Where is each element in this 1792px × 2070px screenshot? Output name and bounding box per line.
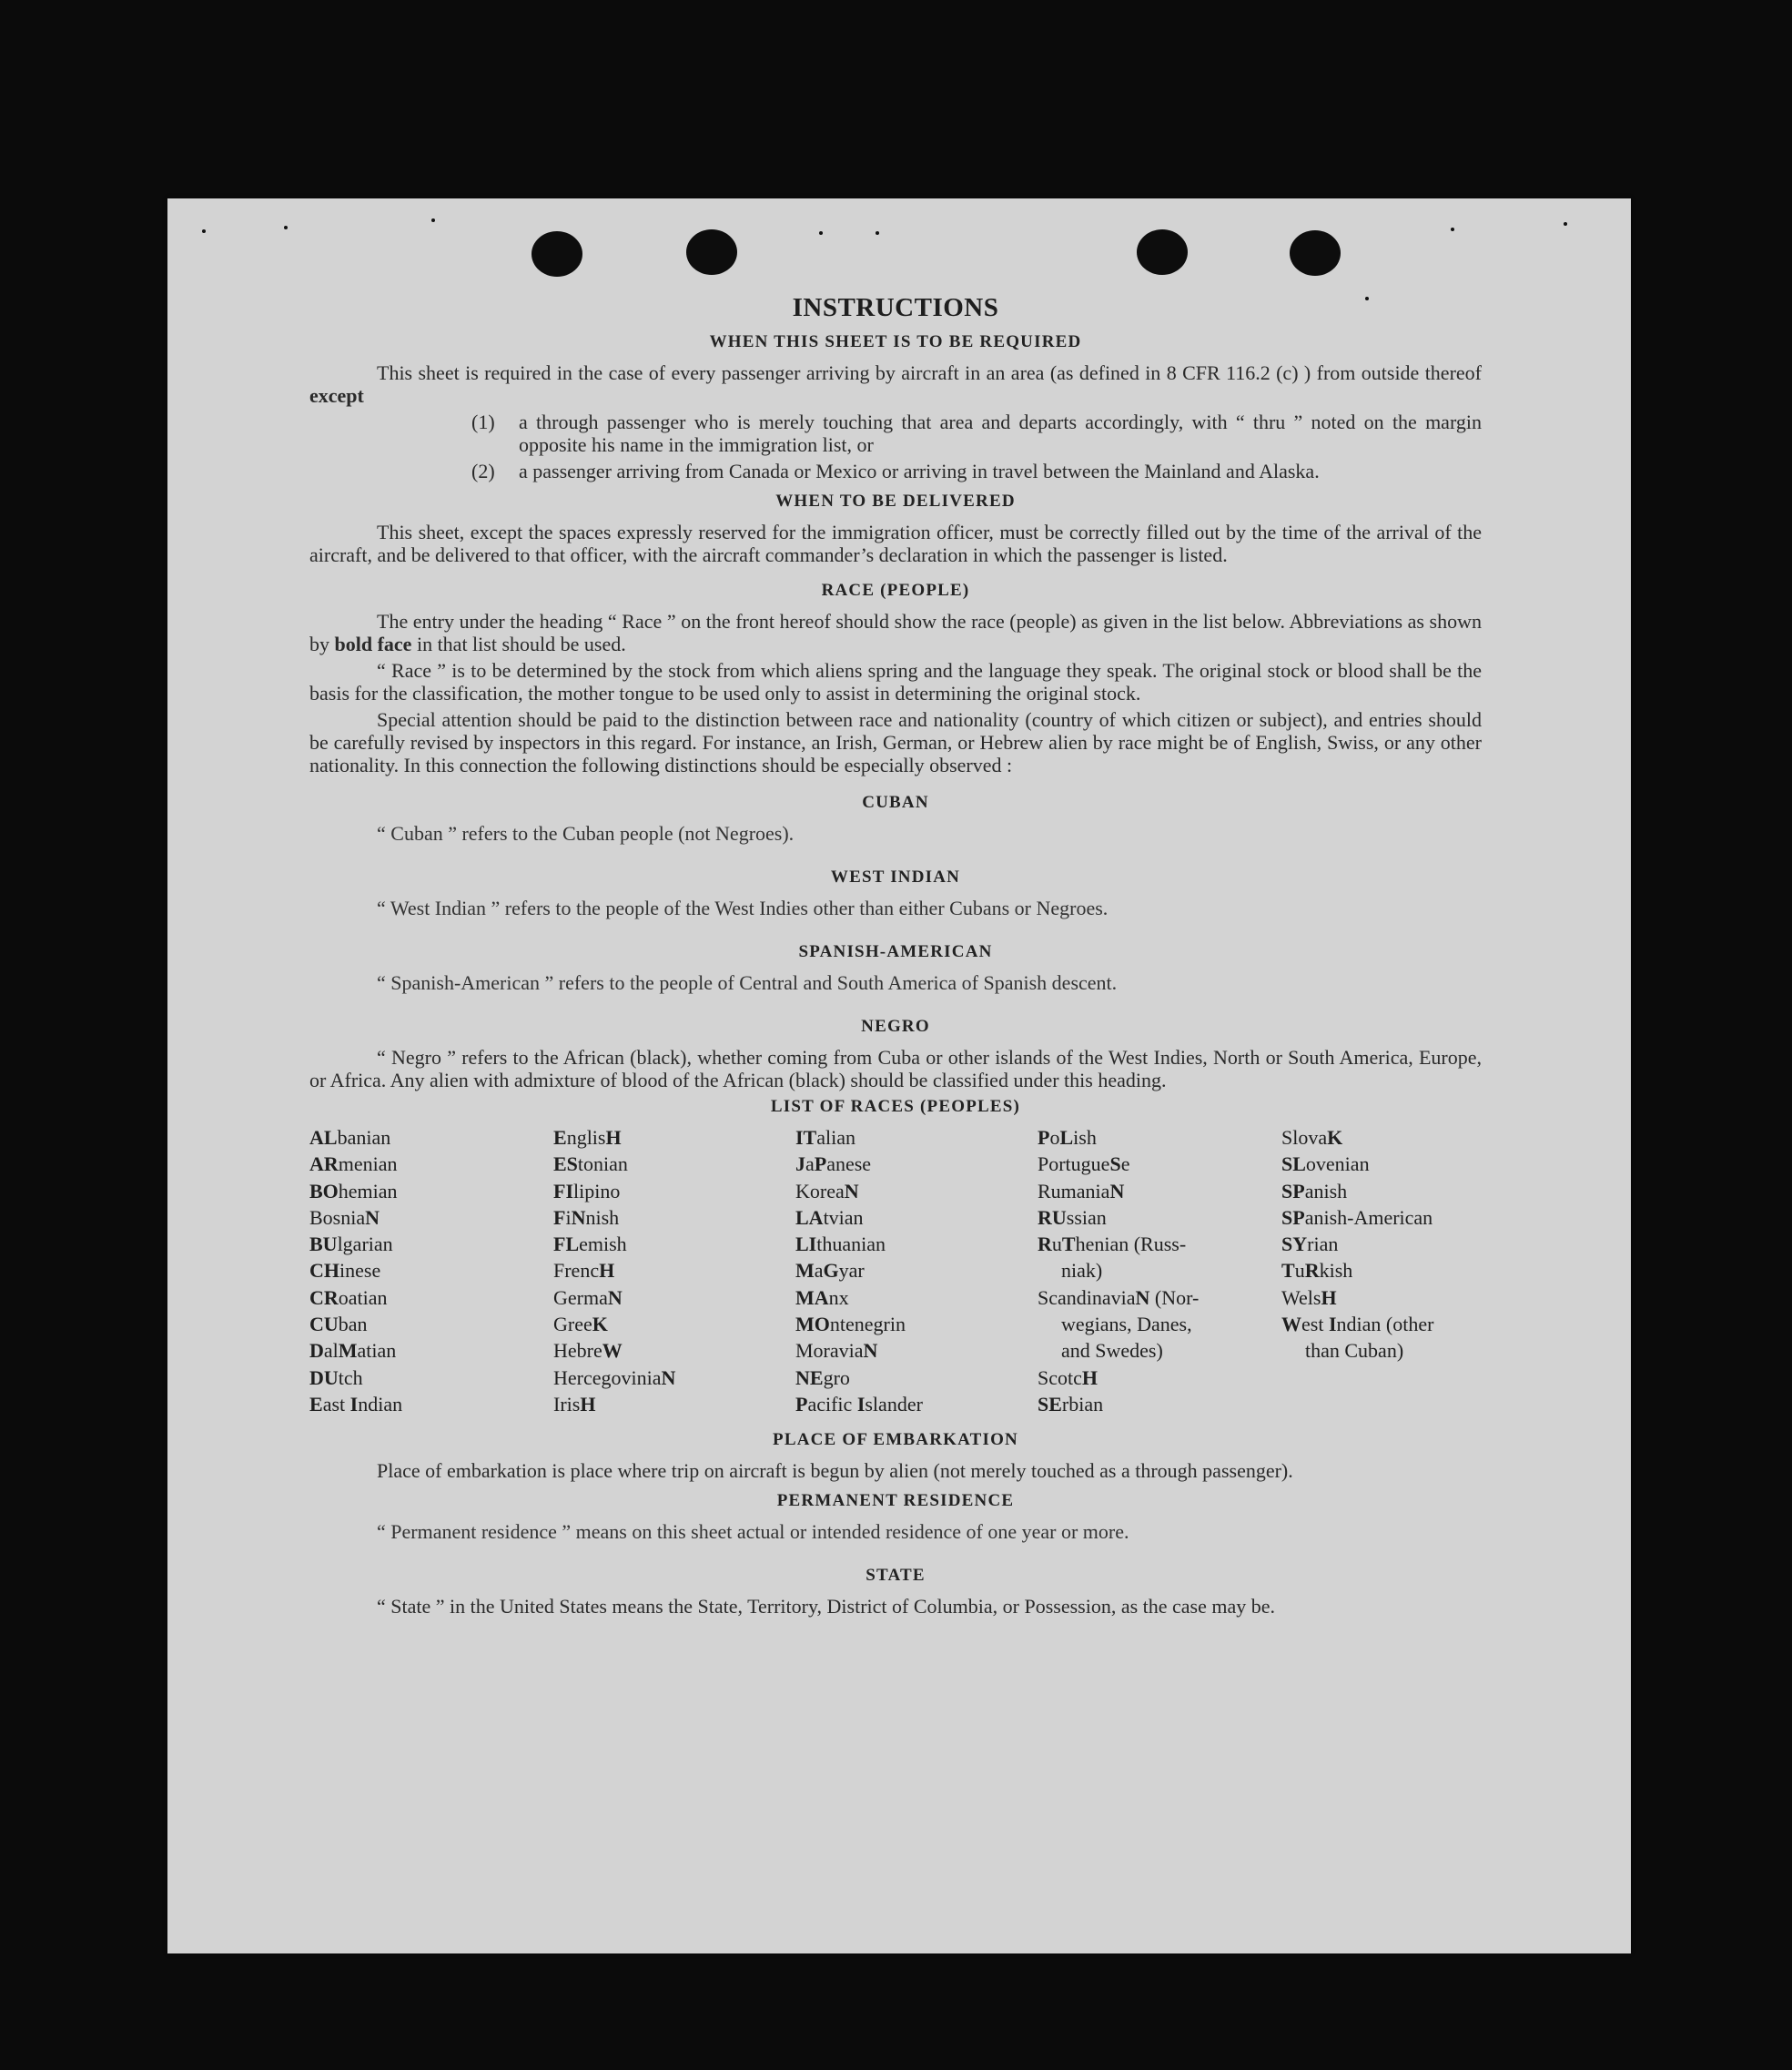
race-entry: Pacific Islander <box>795 1392 923 1416</box>
speck <box>876 231 879 235</box>
race-entry: RuThenian (Russ- <box>1038 1233 1187 1256</box>
races-column <box>1038 1124 1281 1417</box>
races-column <box>1281 1124 1500 1417</box>
speck <box>431 218 435 222</box>
race-entry: NEgro <box>795 1365 850 1389</box>
races-column <box>553 1124 795 1417</box>
race-entry: LIthuanian <box>795 1233 886 1256</box>
section-heading-residence: PERMANENT RESIDENCE <box>776 1491 1015 1511</box>
section-heading-spanish-american: SPANISH-AMERICAN <box>798 942 993 961</box>
race-entry: LAtvian <box>795 1205 864 1229</box>
race-entry: wegians, Danes, <box>1061 1313 1192 1336</box>
punch-hole <box>686 229 737 275</box>
race-entry: CRoatian <box>309 1285 388 1309</box>
race-entry: FrencH <box>553 1259 615 1283</box>
race-entry: IrisH <box>553 1392 596 1416</box>
race-entry: West Indian (other <box>1281 1313 1434 1336</box>
race-entry: FLemish <box>553 1233 627 1256</box>
section-heading-west-indian: WEST INDIAN <box>830 868 961 887</box>
race-entry: CHinese <box>309 1259 381 1283</box>
cuban-text: “ Cuban ” refers to the Cuban people (not Negroes). <box>377 822 795 845</box>
races-column <box>309 1124 553 1417</box>
race-entry: EStonian <box>553 1152 628 1176</box>
race-entry: GermaN <box>553 1285 623 1309</box>
race-entry: MaGyar <box>795 1259 865 1283</box>
race-paragraph-3: Special attention should be paid to the distinction between race and nationality (country of which citizen or subject), and entries should be carefully revised by inspectors in this regard. For instance, an Irish, German, or Hebrew alien by race might be of English, Swiss, or any other nationality. In this connection the following distinctions should be especially observed : <box>309 708 1482 776</box>
speck <box>284 226 288 229</box>
section-heading-negro: NEGRO <box>861 1017 930 1036</box>
race-entry: KoreaN <box>795 1179 859 1202</box>
document-sheet <box>167 198 1631 1953</box>
speck <box>202 229 206 233</box>
speck <box>1564 222 1567 226</box>
race-entry: BUlgarian <box>309 1233 393 1256</box>
race-entry: ALbanian <box>309 1126 391 1149</box>
race-entry: ScotcH <box>1038 1365 1098 1389</box>
list-of-races-heading: LIST OF RACES (PEOPLES) <box>770 1097 1021 1116</box>
race-entry: DUtch <box>309 1365 363 1389</box>
race-entry: SlovaK <box>1281 1126 1343 1149</box>
residence-text: “ Permanent residence ” means on this sheet actual or intended residence of one year or more. <box>377 1520 1129 1544</box>
race-entry: BosniaN <box>309 1205 380 1229</box>
race-entry: MoraviaN <box>795 1339 878 1363</box>
race-entry: HercegoviniaN <box>553 1365 676 1389</box>
race-entry: TuRkish <box>1281 1259 1353 1283</box>
race-entry: WelsH <box>1281 1285 1337 1309</box>
section-heading-race: RACE (PEOPLE) <box>821 581 970 600</box>
race-entry: FIlipino <box>553 1179 621 1202</box>
race-entry: ARmenian <box>309 1152 398 1176</box>
race-entry: East Indian <box>309 1392 403 1416</box>
race-entry: and Swedes) <box>1061 1339 1163 1363</box>
race-paragraph-1: The entry under the heading “ Race ” on the front hereof should show the race (people) as given in the list below. Abbreviations as shown by bold face in that list should be used. <box>309 610 1482 655</box>
section-heading-delivered: WHEN TO BE DELIVERED <box>775 492 1016 511</box>
page-title: INSTRUCTIONS <box>792 293 999 322</box>
section-heading-state: STATE <box>866 1566 926 1586</box>
race-entry: SLovenian <box>1281 1152 1370 1176</box>
embarkation-text: Place of embarkation is place where trip on aircraft is begun by alien (not merely touched as a through passenger). <box>377 1459 1293 1483</box>
race-entry: GreeK <box>553 1313 608 1336</box>
delivered-text: This sheet, except the spaces expressly reserved for the immigration officer, must be correctly filled out by the time of the arrival of the aircraft, and be delivered to that officer, with the aircraft commander’s declaration in which the passenger is listed. <box>309 521 1482 566</box>
race-entry: SPanish-American <box>1281 1205 1433 1229</box>
race-entry: MOntenegrin <box>795 1313 906 1336</box>
races-column <box>795 1124 1038 1417</box>
race-entry: EnglisH <box>553 1126 622 1149</box>
state-text: “ State ” in the United States means the State, Territory, District of Columbia, or Possession, as the case may be. <box>377 1595 1276 1618</box>
race-entry: SErbian <box>1038 1392 1104 1416</box>
race-entry: RumaniaN <box>1038 1179 1125 1202</box>
race-paragraph-2: “ Race ” is to be determined by the stock from which aliens spring and the language they speak. The original stock or blood shall be the basis for the classification, the mother tongue to be used only to assist in determining the original stock. <box>309 659 1482 705</box>
race-entry: FiNnish <box>553 1205 620 1229</box>
punch-hole <box>1137 229 1188 275</box>
race-entry: than Cuban) <box>1305 1339 1404 1363</box>
exception-item: (2) a passenger arriving from Canada or Mexico or arriving in travel between the Mainland and Alaska. <box>471 460 1320 482</box>
race-entry: MAnx <box>795 1285 849 1309</box>
race-entry: RUssian <box>1038 1205 1107 1229</box>
races-table <box>309 1124 1500 1417</box>
section-heading-embarkation: PLACE OF EMBARKATION <box>773 1430 1018 1450</box>
section-heading-required: WHEN THIS SHEET IS TO BE REQUIRED <box>709 332 1082 351</box>
speck <box>819 231 823 235</box>
instructions-content <box>309 293 1644 1621</box>
race-entry: SPanish <box>1281 1179 1348 1202</box>
punch-hole <box>532 231 582 277</box>
west-indian-text: “ West Indian ” refers to the people of the West Indies other than either Cubans or Negroes. <box>377 897 1109 919</box>
section-heading-cuban: CUBAN <box>862 793 929 812</box>
race-entry: PortugueSe <box>1038 1152 1130 1176</box>
spanish-american-text: “ Spanish-American ” refers to the people of Central and South America of Spanish descent. <box>377 971 1118 994</box>
exception-item: (1) a through passenger who is merely touching that area and departs accordingly, with “ thru ” noted on the margin opposite his name in the immigration list, or <box>471 411 1482 456</box>
race-entry: ScandinaviaN (Nor- <box>1038 1285 1200 1309</box>
race-entry: CUban <box>309 1313 368 1336</box>
race-entry: JaPanese <box>795 1152 872 1176</box>
race-entry: HebreW <box>553 1339 623 1363</box>
race-entry: niak) <box>1061 1259 1103 1283</box>
punch-hole <box>1290 230 1341 276</box>
speck <box>1451 228 1454 231</box>
race-entry: BOhemian <box>309 1179 398 1202</box>
negro-text: “ Negro ” refers to the African (black), whether coming from Cuba or other islands of the West Indies, North or South America, Europe, or Africa. Any alien with admixture of blood of the African (black) should be classified under this heading. <box>309 1046 1482 1091</box>
required-intro: This sheet is required in the case of every passenger arriving by aircraft in an area (as defined in 8 CFR 116.2 (c) ) from outside thereof except <box>309 361 1482 407</box>
race-entry: DalMatian <box>309 1339 397 1363</box>
race-entry: SYrian <box>1281 1233 1339 1256</box>
race-entry: ITalian <box>795 1126 856 1149</box>
race-entry: PoLish <box>1038 1126 1097 1149</box>
